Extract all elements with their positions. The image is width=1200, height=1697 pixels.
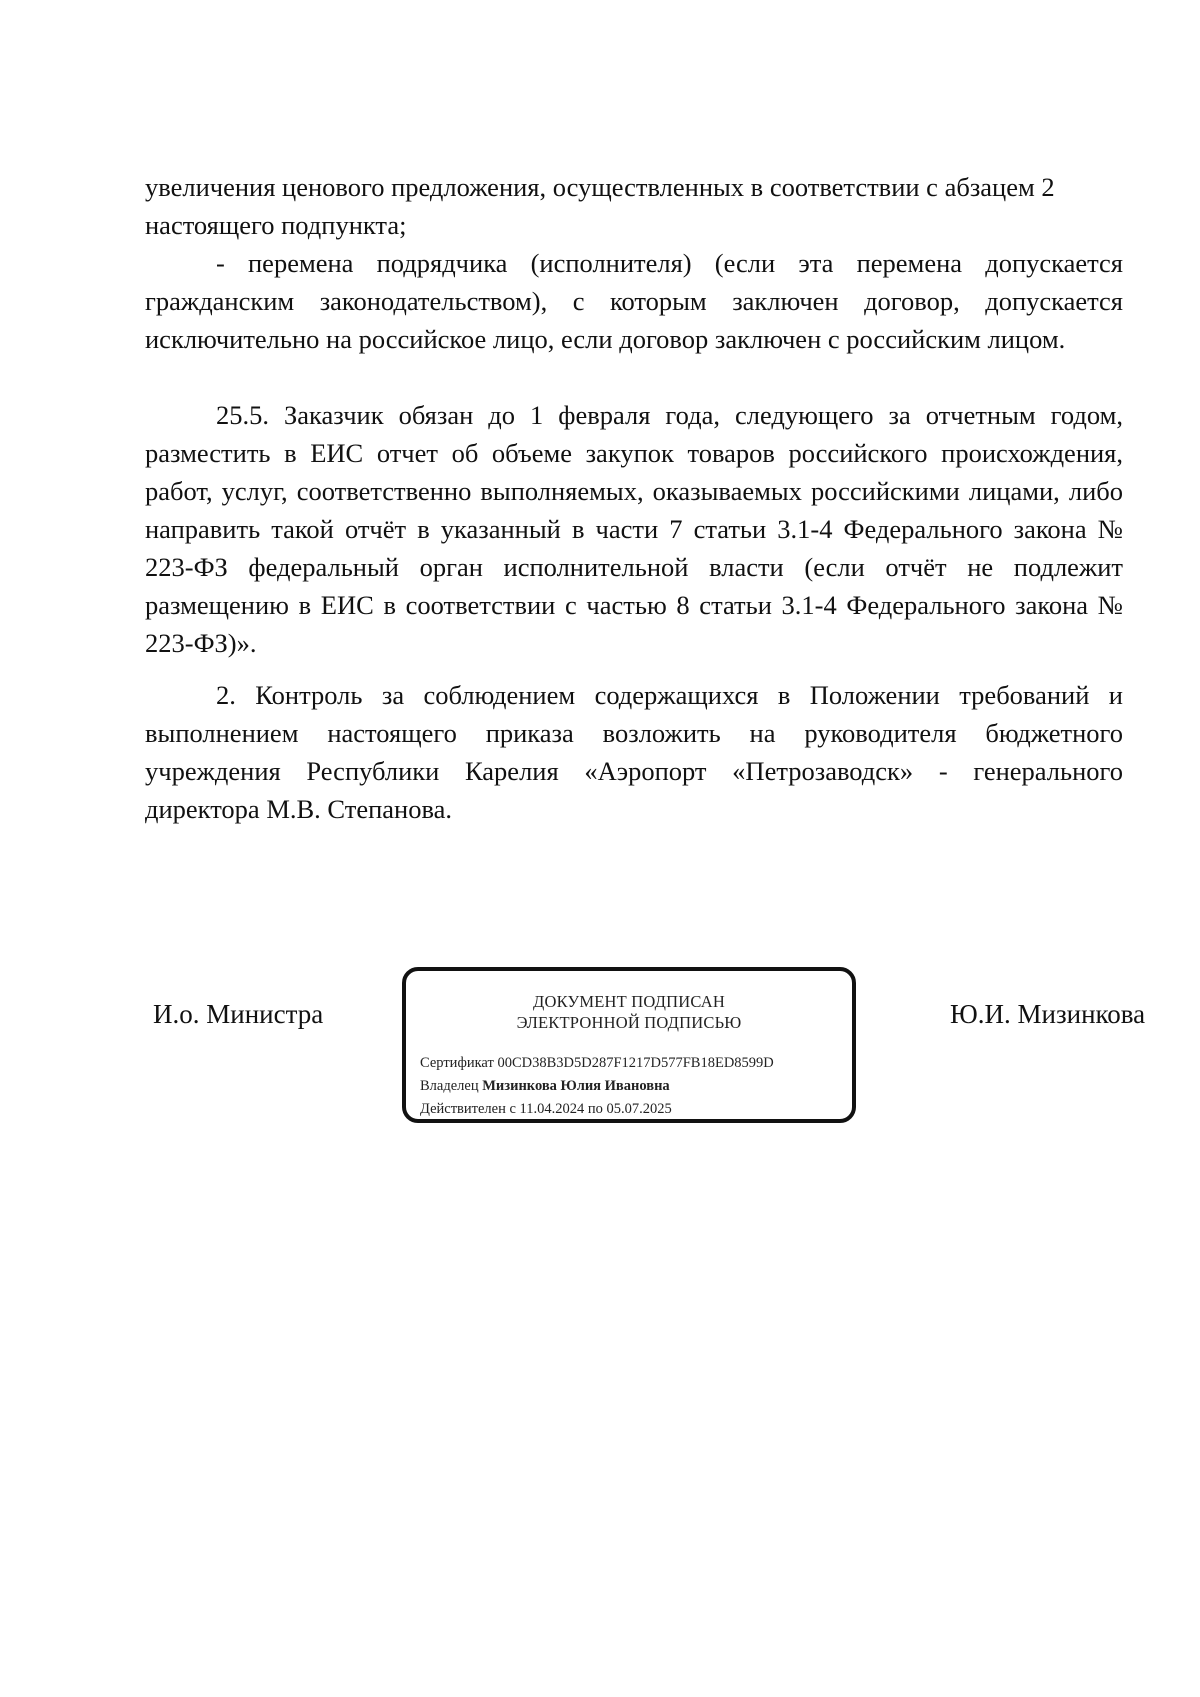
stamp-certificate-value: 00CD38B3D5D287F1217D577FB18ED8599D (497, 1055, 774, 1071)
stamp-validity-row (420, 1099, 672, 1119)
stamp-title (406, 991, 852, 1033)
stamp-valid-label: Действителен (420, 1101, 506, 1117)
signatory-position: И.о. Министра (153, 999, 324, 1029)
stamp-owner-label: Владелец (420, 1078, 479, 1094)
paragraph-continuation: увеличения ценового предложения, осуществленных в соответствии с абзацем 2 настоящего подпункта; (145, 172, 1055, 240)
stamp-valid-to: 05.07.2025 (606, 1101, 672, 1117)
stamp-valid-from: 11.04.2024 (519, 1101, 585, 1117)
stamp-certificate-label: Сертификат (420, 1055, 494, 1071)
stamp-certificate-row (420, 1053, 774, 1073)
stamp-title-line2: ЭЛЕКТРОННОЙ ПОДПИСЬЮ (516, 1013, 742, 1032)
stamp-owner-row (420, 1076, 670, 1096)
paragraph-25-5: 25.5. Заказчик обязан до 1 февраля года, следующего за отчетным годом, разместить в ЕИС отчет об объеме закупок товаров российского происхождения, работ, услуг, соответственно выполняемых, оказываемых российскими лицами, либо направить такой отчёт в указанный в части 7 статьи 3.1-4 Федерального закона № 223-ФЗ федеральный орган исполнительной власти (если отчёт не подлежит размещению в ЕИС в соответствии с частью 8 статьи 3.1-4 Федерального закона № 223-ФЗ)». (145, 400, 1123, 658)
paragraph-contractor-change: - перемена подрядчика (исполнителя) (если эта перемена допускается гражданским законодательством), с которым заключен договор, допускается исключительно на российское лицо, если договор заключен с российским лицом. (145, 248, 1123, 354)
signatory-name: Ю.И. Мизинкова (950, 999, 1146, 1029)
stamp-title-line1: ДОКУМЕНТ ПОДПИСАН (533, 992, 725, 1011)
stamp-valid-from-label: с (509, 1101, 516, 1117)
paragraph-control: 2. Контроль за соблюдением содержащихся в Положении требований и выполнением настоящего приказа возложить на руководителя бюджетного учреждения Республики Карелия «Аэропорт «Петрозаводск» - генерального директора М.В. Степанова. (145, 680, 1123, 824)
stamp-owner-value: Мизинкова Юлия Ивановна (482, 1078, 670, 1094)
stamp-valid-to-label: по (587, 1101, 603, 1117)
electronic-signature-stamp (402, 967, 856, 1123)
